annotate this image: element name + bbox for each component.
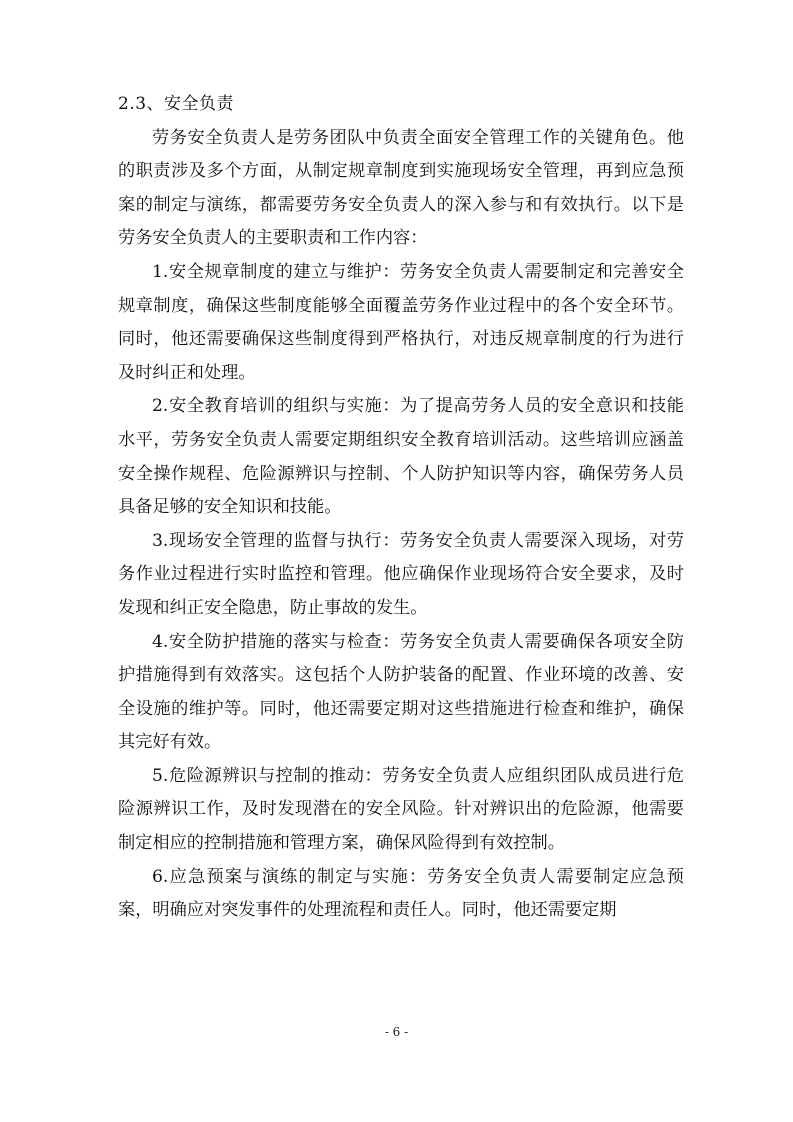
paragraph-hazard-identification: 5.危险源辨识与控制的推动：劳务安全负责人应组织团队成员进行危险源辨识工作，及时发现潜在的安全风险。针对辨识出的危险源，他需要制定相应的控制措施和管理方案，确保风险得到有效控制。 xyxy=(118,765,684,854)
section-heading: 2.3、安全负责 xyxy=(118,94,235,114)
page-content xyxy=(118,88,684,928)
page-number: - 6 - xyxy=(384,1025,409,1039)
paragraph-protection-measures: 4.安全防护措施的落实与检查：劳务安全负责人需要确保各项安全防护措施得到有效落实。这包括个人防护装备的配置、作业环境的改善、安全设施的维护等。同时，他还需要定期对这些措施进行检查和维护，确保其完好有效。 xyxy=(118,631,684,753)
paragraph-regulations: 1.安全规章制度的建立与维护：劳务安全负责人需要制定和完善安全规章制度，确保这些制度能够全面覆盖劳务作业过程中的各个安全环节。同时，他还需要确保这些制度得到严格执行，对违反规章制度的行为进行及时纠正和处理。 xyxy=(118,261,684,383)
paragraph-training: 2.安全教育培训的组织与实施：为了提高劳务人员的安全意识和技能水平，劳务安全负责人需要定期组织安全教育培训活动。这些培训应涵盖安全操作规程、危险源辨识与控制、个人防护知识等内容，确保劳务人员具备足够的安全知识和技能。 xyxy=(118,396,684,518)
paragraph-site-management: 3.现场安全管理的监督与执行：劳务安全负责人需要深入现场，对劳务作业过程进行实时监控和管理。他应确保作业现场符合安全要求，及时发现和纠正安全隐患，防止事故的发生。 xyxy=(118,530,684,618)
paragraph-emergency-plan: 6.应急预案与演练的制定与实施：劳务安全负责人需要制定应急预案，明确应对突发事件的处理流程和责任人。同时，他还需要定期 xyxy=(118,866,684,921)
intro-paragraph: 劳务安全负责人是劳务团队中负责全面安全管理工作的关键角色。他的职责涉及多个方面，从制定规章制度到实施现场安全管理，再到应急预案的制定与演练，都需要劳务安全负责人的深入参与和有效执行。以下是劳务安全负责人的主要职责和工作内容： xyxy=(118,127,684,249)
